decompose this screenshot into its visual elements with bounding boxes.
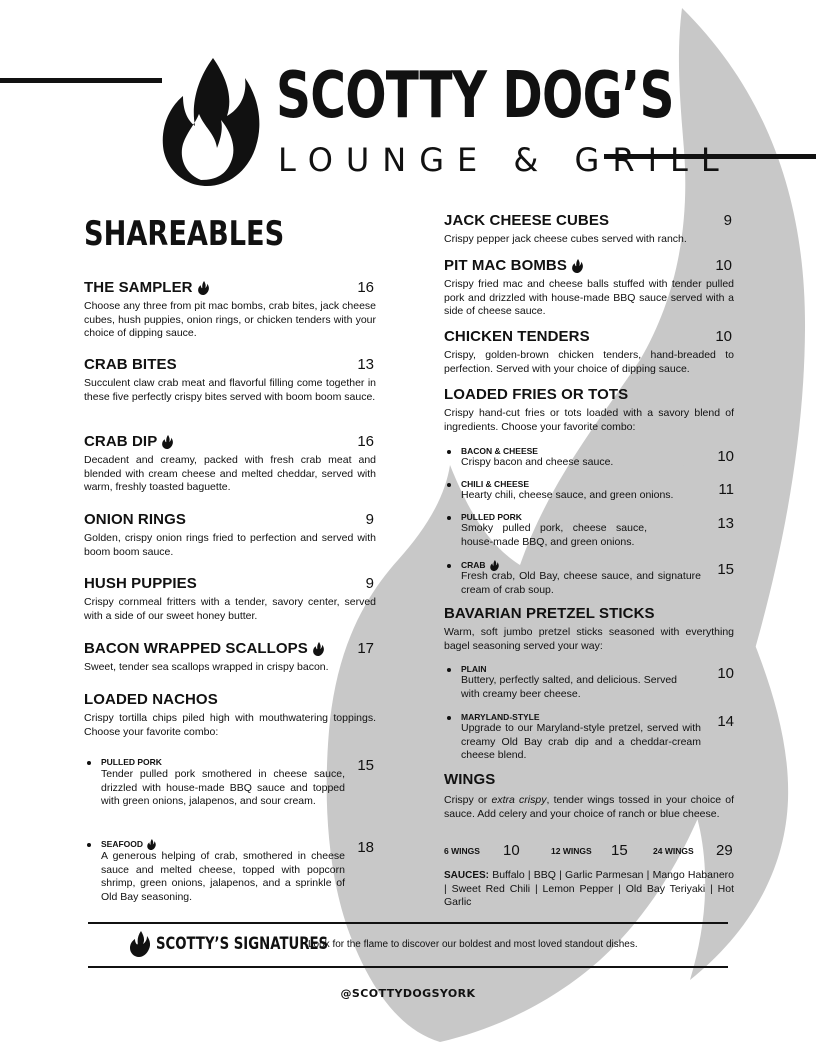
section-title: SHAREABLES — [84, 214, 285, 254]
item-price: 13 — [357, 356, 374, 373]
item-price: 10 — [715, 257, 732, 274]
bullet — [447, 450, 451, 454]
combo-option — [444, 666, 734, 702]
item-name: LOADED NACHOS — [84, 691, 218, 708]
item-description: Succulent claw crab meat and flavorful filling come together in these five perfectly crispy bites served with boom boom sauce. — [84, 377, 376, 403]
left-menu-column — [84, 278, 376, 918]
item-name: CRAB DIP — [84, 433, 158, 450]
combo-option — [444, 448, 734, 474]
menu-item — [444, 211, 734, 247]
item-name: CRAB BITES — [84, 356, 177, 373]
item-price: 16 — [357, 433, 374, 450]
flame-icon — [198, 281, 209, 295]
flame-icon — [572, 259, 583, 273]
footer-rule-bottom — [88, 966, 728, 968]
item-price: 17 — [357, 640, 374, 657]
option-description: A generous helping of crab, smothered in cheese sauce and melted cheese, topped with popcorn shrimp, green onions, jalapenos, and a sprinkle of Old Bay seasoning. — [101, 850, 345, 903]
wing-size-label: 6 WINGS — [444, 846, 480, 856]
item-description: Golden, crispy onion rings fried to perfection and served with boom boom sauce. — [84, 532, 376, 558]
option-description: Tender pulled pork smothered in cheese sauce, drizzled with house-made BBQ sauce and topped with green onions, jalapenos, and sour cream. — [101, 768, 345, 807]
combo-option — [84, 841, 376, 911]
item-description: Warm, soft jumbo pretzel sticks seasoned with everything bagel seasoning served your way: — [444, 626, 734, 652]
menu-item — [444, 256, 734, 319]
combo-option — [444, 514, 734, 550]
menu-item — [84, 432, 376, 495]
signatures-text: Look for the flame to discover our boldest and most loved standout dishes. — [308, 939, 638, 950]
option-price: 13 — [717, 515, 734, 532]
item-price: 9 — [365, 575, 374, 592]
item-description: Choose any three from pit mac bombs, crab bites, jack cheese cubes, hush puppies, onion rings, or chicken tenders with your choice of dipping sauce. — [84, 300, 376, 339]
menu-item-wings — [444, 770, 734, 821]
item-name: CHICKEN TENDERS — [444, 328, 590, 345]
option-name: BACON & CHEESE — [461, 446, 538, 456]
item-name: BAVARIAN PRETZEL STICKS — [444, 605, 655, 622]
item-description: Crispy or extra crispy, tender wings tossed in your choice of sauce. Add celery and your choice of ranch or blue cheese. — [444, 794, 734, 820]
item-description: Sweet, tender sea scallops wrapped in crispy bacon. — [84, 661, 329, 673]
brand-subtitle: LOUNGE & GRILL — [278, 141, 732, 179]
option-description: Upgrade to our Maryland-style pretzel, served with creamy Old Bay crab dip and a cheddar-cream cheese blend. — [461, 722, 701, 761]
flame-icon — [162, 435, 173, 449]
item-name: BACON WRAPPED SCALLOPS — [84, 640, 308, 657]
option-price: 10 — [717, 665, 734, 682]
item-description: Decadent and creamy, packed with fresh crab meat and blended with cream cheese and melted cheddar, served with warm, freshly toasted baguette. — [84, 454, 376, 493]
menu-item — [84, 574, 376, 623]
option-description: Crispy bacon and cheese sauce. — [461, 456, 614, 468]
footer-rule-top — [88, 922, 728, 924]
item-price: 9 — [723, 212, 732, 229]
combo-option — [444, 481, 734, 507]
option-price: 15 — [717, 561, 734, 578]
item-description: Crispy, golden-brown chicken tenders, hand-breaded to perfection. Served with your choice of dipping sauce. — [444, 349, 734, 375]
option-name: MARYLAND-STYLE — [461, 712, 540, 722]
option-name: CRAB — [461, 560, 486, 570]
item-name: LOADED FRIES OR TOTS — [444, 386, 629, 403]
menu-item — [84, 690, 376, 739]
option-name: PULLED PORK — [461, 512, 522, 522]
bullet — [87, 761, 91, 765]
menu-item — [84, 510, 376, 559]
menu-item — [444, 385, 734, 434]
item-name: HUSH PUPPIES — [84, 575, 197, 592]
wings-sizes — [444, 841, 734, 861]
right-menu-column — [444, 211, 734, 911]
option-description: Smoky pulled pork, cheese sauce, house-made BBQ, and green onions. — [461, 522, 647, 548]
wing-size-label: 12 WINGS — [551, 846, 592, 856]
wing-size-price: 10 — [503, 842, 520, 859]
bullet — [447, 564, 451, 568]
bullet — [447, 716, 451, 720]
wing-size-label: 24 WINGS — [653, 846, 694, 856]
item-description: Crispy hand-cut fries or tots loaded with a savory blend of ingredients. Choose your favorite combo: — [444, 407, 734, 433]
wing-size-price: 15 — [611, 842, 628, 859]
wings-sauces: SAUCES: Buffalo | BBQ | Garlic Parmesan | Mango Habanero | Sweet Red Chili | Lemon Pepper | Old Bay Teriyaki | Hot Garlic — [444, 869, 734, 908]
option-price: 18 — [357, 839, 374, 856]
item-description: Crispy pepper jack cheese cubes served with ranch. — [444, 233, 687, 245]
combo-option — [444, 562, 734, 598]
flame-icon — [490, 560, 499, 571]
wing-size-price: 29 — [716, 842, 733, 859]
item-name: WINGS — [444, 771, 496, 788]
item-description: Crispy cornmeal fritters with a tender, savory center, served with a side of our sweet honey butter. — [84, 596, 376, 622]
header-rule-left — [0, 78, 162, 83]
item-price: 10 — [715, 328, 732, 345]
menu-item — [84, 278, 376, 341]
item-name: JACK CHEESE CUBES — [444, 212, 610, 229]
combo-option — [444, 714, 734, 762]
menu-item — [84, 355, 376, 404]
menu-item — [444, 604, 734, 653]
flame-icon — [313, 642, 324, 656]
logo-flame-icon — [160, 58, 262, 188]
social-handle: @SCOTTYDOGSYORK — [340, 987, 476, 1000]
bullet — [447, 516, 451, 520]
menu-item — [84, 639, 376, 675]
item-price: 16 — [357, 279, 374, 296]
brand-title: SCOTTY DOG’S — [276, 59, 674, 133]
bullet — [447, 483, 451, 487]
bullet — [447, 668, 451, 672]
option-price: 14 — [717, 713, 734, 730]
bullet — [87, 843, 91, 847]
flame-icon — [130, 931, 150, 957]
item-name: PIT MAC BOMBS — [444, 257, 567, 274]
option-price: 10 — [717, 448, 734, 465]
option-description: Buttery, perfectly salted, and delicious. Served with creamy beer cheese. — [461, 674, 677, 700]
signatures-title: SCOTTY’S SIGNATURES — [156, 934, 329, 954]
option-name: SEAFOOD — [101, 839, 144, 849]
combo-option — [84, 759, 376, 829]
option-name: PLAIN — [461, 664, 487, 674]
item-description: Crispy fried mac and cheese balls stuffed with tender pulled pork and drizzled with house-made BBQ sauce served with a side of cheese sauce. — [444, 278, 734, 317]
option-name: PULLED PORK — [101, 757, 162, 767]
flame-icon — [147, 839, 156, 850]
option-price: 11 — [718, 481, 734, 498]
item-price: 9 — [365, 511, 374, 528]
option-name: CHILI & CHEESE — [461, 479, 530, 489]
option-description: Hearty chili, cheese sauce, and green onions. — [461, 489, 674, 501]
item-name: THE SAMPLER — [84, 279, 193, 296]
menu-item — [444, 327, 734, 376]
item-name: ONION RINGS — [84, 511, 186, 528]
item-description: Crispy tortilla chips piled high with mouthwatering toppings. Choose your favorite combo: — [84, 712, 376, 738]
option-description: Fresh crab, Old Bay, cheese sauce, and signature cream of crab soup. — [461, 570, 701, 596]
option-price: 15 — [357, 757, 374, 774]
